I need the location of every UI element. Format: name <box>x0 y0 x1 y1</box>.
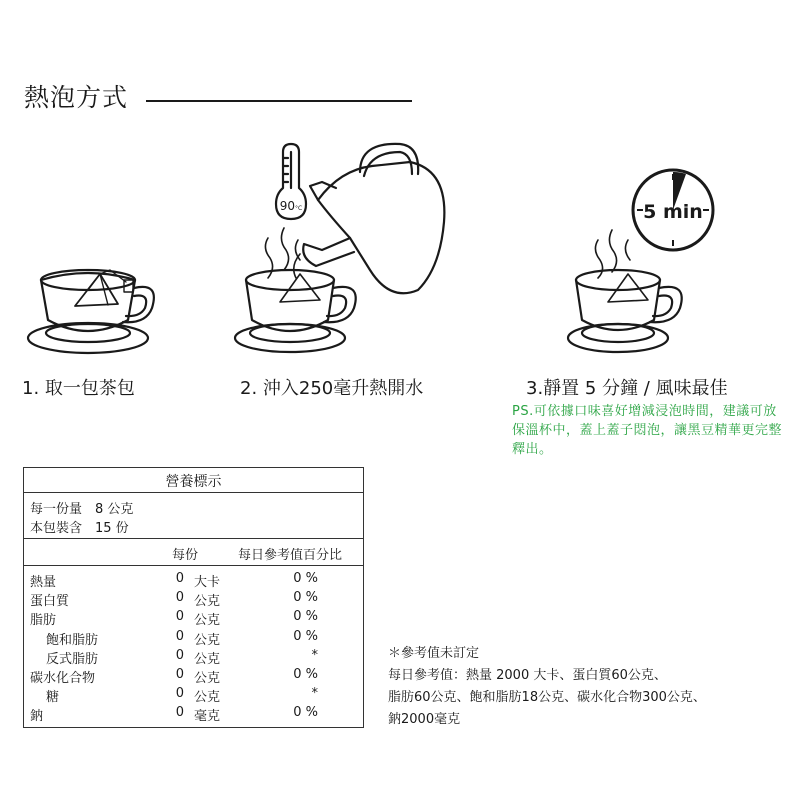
nutrient-name: 熱量 <box>30 575 57 590</box>
nutrient-unit: 大卡 <box>194 575 221 590</box>
nutrition-row <box>24 686 363 705</box>
nutrient-amount: 0 <box>175 647 184 663</box>
nutrient-amount: 0 <box>175 667 184 682</box>
col-header-per-serving: 每份 <box>172 548 199 563</box>
thermometer-label <box>280 199 302 213</box>
nutrient-unit: 公克 <box>194 690 221 706</box>
page-heading: 熱泡方式 <box>24 83 129 112</box>
nutrient-name: 蛋白質 <box>30 594 70 610</box>
reference-note-line: 脂肪60公克、飽和脂肪18公克、碳水化合物300公克、 <box>388 690 706 705</box>
nutrient-amount: 0 <box>175 686 184 702</box>
nutrition-title: 營養標示 <box>165 474 222 490</box>
nutrient-name: 鈉 <box>30 709 44 725</box>
serving-size: 每一份量 8 公克 <box>30 502 134 517</box>
thermometer-unit: °C <box>295 205 303 212</box>
nutrient-daily-value: * <box>311 686 318 702</box>
divider <box>24 492 363 493</box>
divider <box>24 565 363 566</box>
timer-label: 5 min <box>643 201 703 223</box>
nutrient-name: 糖 <box>46 690 60 706</box>
reference-note-line: 每日參考值：熱量 2000 大卡、蛋白質60公克、 <box>388 668 667 683</box>
nutrient-daily-value: 0 % <box>293 609 318 625</box>
steps-illustration <box>0 130 800 370</box>
nutrient-unit: 公克 <box>194 651 221 667</box>
nutrition-row <box>24 590 363 609</box>
nutrition-row <box>24 571 363 590</box>
nutrient-amount: 0 <box>175 628 184 644</box>
nutrient-amount: 0 <box>175 609 184 625</box>
cup-with-teabag-icon <box>235 228 356 352</box>
nutrition-row <box>24 648 363 667</box>
nutrient-amount: 0 <box>175 590 184 606</box>
nutrient-daily-value: 0 % <box>293 571 318 586</box>
nutrient-daily-value: 0 % <box>293 590 318 606</box>
step-3-label: 3.靜置 5 分鐘 / 風味最佳 <box>526 378 728 399</box>
reference-note-line: 鈉2000毫克 <box>388 712 461 727</box>
divider <box>24 538 363 539</box>
nutrient-unit: 毫克 <box>194 709 221 725</box>
col-header-daily-value: 每日參考值百分比 <box>238 548 343 563</box>
nutrient-amount: 0 <box>175 571 184 586</box>
nutrient-daily-value: 0 % <box>293 628 318 644</box>
nutrition-facts-table <box>23 467 364 728</box>
nutrient-name: 脂肪 <box>30 613 57 629</box>
heading-underline <box>146 100 412 102</box>
nutrient-unit: 公克 <box>194 671 221 686</box>
step-1-label: 1. 取一包茶包 <box>22 378 135 399</box>
thermometer-value: 90 <box>279 199 296 213</box>
servings-per-pack: 本包裝含 15 份 <box>30 521 129 536</box>
nutrient-name: 飽和脂肪 <box>46 632 99 648</box>
nutrient-daily-value: * <box>311 647 318 663</box>
nutrient-unit: 公克 <box>194 632 221 648</box>
reference-note-line: ＊參考值未訂定 <box>388 646 480 661</box>
nutrient-unit: 公克 <box>194 613 221 629</box>
nutrient-name: 碳水化合物 <box>30 671 96 686</box>
nutrient-daily-value: 0 % <box>293 705 318 721</box>
nutrition-row <box>24 705 363 724</box>
nutrient-daily-value: 0 % <box>293 667 318 682</box>
cup-with-teabag-icon <box>28 270 154 353</box>
nutrient-amount: 0 <box>175 705 184 721</box>
step-2-label: 2. 沖入250毫升熱開水 <box>240 378 424 399</box>
nutrition-row <box>24 629 363 648</box>
nutrient-unit: 公克 <box>194 594 221 610</box>
ps-note: PS.可依據口味喜好增減浸泡時間，建議可放保溫杯中，蓋上蓋子悶泡，讓黑豆精華更完整釋出。 <box>512 404 783 457</box>
nutrition-row <box>24 667 363 686</box>
nutrient-name: 反式脂肪 <box>46 651 99 667</box>
nutrition-row <box>24 609 363 628</box>
